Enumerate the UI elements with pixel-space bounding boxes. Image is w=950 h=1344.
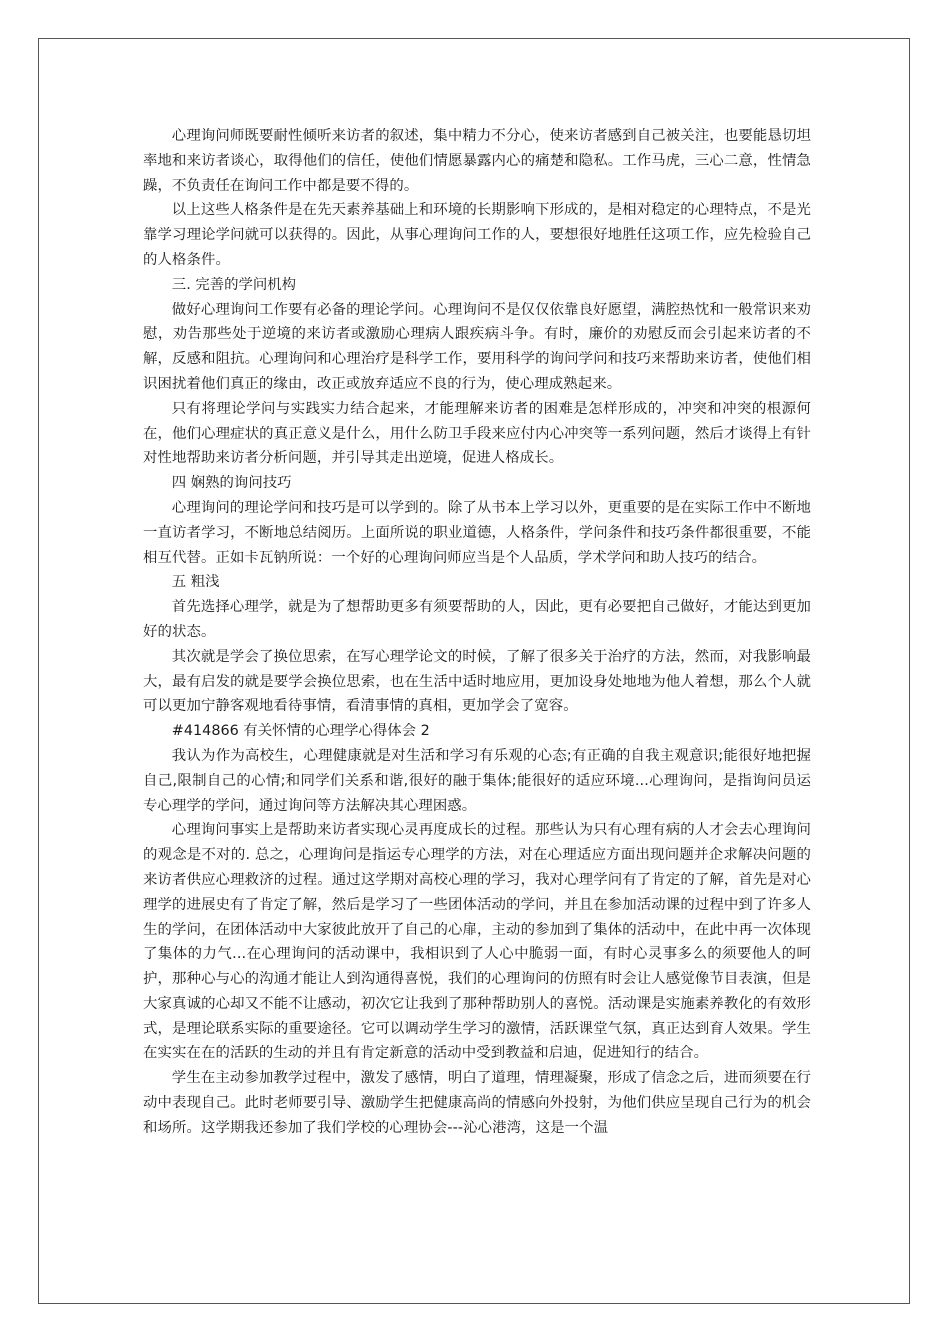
- paragraph: 心理询问的理论学问和技巧是可以学到的。除了从书本上学习以外，更重要的是在实际工作中不断地一直访者学习，不断地总结阅历。上面所说的职业道德，人格条件，学问条件和技巧条件都很重要，不能相互代替。正如卡瓦钠所说：一个好的心理询问师应当是个人品质，学术学问和助人技巧的结合。: [143, 499, 811, 566]
- paragraph: 其次就是学会了换位思索，在写心理学论文的时候，了解了很多关于治疗的方法，然而，对我影响最大，最有启发的就是要学会换位思索，也在生活中适时地应用，更加设身处地地为他人着想，那么个人就可以更加宁静客观地看待事情，看清事情的真相，更加学会了宽容。: [143, 648, 811, 715]
- paragraph: 只有将理论学问与实践实力结合起来，才能理解来访者的困难是怎样形成的，冲突和冲突的根源何在，他们心理症状的真正意义是什么，用什么防卫手段来应付内心冲突等一系列问题，然后才谈得上有针对性地帮助来访者分析问题，并引导其走出逆境，促进人格成长。: [143, 400, 811, 467]
- document-body: [143, 124, 811, 1141]
- paragraph: 首先选择心理学，就是为了想帮助更多有须要帮助的人，因此，更有必要把自己做好，才能达到更加好的状态。: [143, 599, 811, 640]
- section-heading: 五 粗浅: [171, 574, 220, 591]
- paragraph: 以上这些人格条件是在先天素养基础上和环境的长期影响下形成的，是相对稳定的心理特点，不是光靠学习理论学问就可以获得的。因此，从事心理询问工作的人，要想很好地胜任这项工作，应先检验自己的人格条件。: [143, 202, 811, 268]
- paragraph: 做好心理询问工作要有必备的理论学问。心理询问不是仅仅依靠良好愿望，满腔热忱和一般常识来劝慰，劝告那些处于逆境的来访者或激励心理病人跟疾病斗争。有时，廉价的劝慰反而会引起来访者的不解，反感和阻抗。心理询问和心理治疗是科学工作，要用科学的询问学问和技巧来帮助来访者，使他们相识困扰着他们真正的缘由，改正或放弃适应不良的行为，使心理成熟起来。: [143, 301, 811, 392]
- paragraph: 心理询问师既要耐性倾听来访者的叙述，集中精力不分心，使来访者感到自己被关注，也要能恳切坦率地和来访者谈心，取得他们的信任，使他们情愿暴露内心的痛楚和隐私。工作马虎，三心二意，性情急躁，不负责任在询问工作中都是要不得的。: [143, 128, 811, 194]
- paragraph: 学生在主动参加教学过程中，激发了感情，明白了道理，情理凝聚，形成了信念之后，进而须要在行动中表现自己。此时老师要引导、激励学生把健康高尚的情感向外投射，为他们供应呈现自己行为的机会和场所。这学期我还参加了我们学校的心理协会---沁心港湾，这是一个温: [143, 1070, 811, 1136]
- paragraph: 心理询问事实上是帮助来访者实现心灵再度成长的过程。那些认为只有心理有病的人才会去心理询问的观念是不对的. 总之，心理询问是指运专心理学的方法，对在心理适应方面出现问题并企求解决问题的来访者供应心理救济的过程。通过这学期对高校心理的学习，我对心理学问有了肯定的了解，首先是对心理学的进展史有了肯定了解，然后是学习了一些团体活动的学问，并且在参加活动课的过程中到了许多人生的学问，在团体活动中大家彼此放开了自己的心扉，主动的参加到了集体的活动中，在此中再一次体现了集体的力气...在心理询问的活动课中，我相识到了人心中脆弱一面，有时心灵事多么的须要他人的呵护，那种心与心的沟通才能让人到沟通得喜悦，我们的心理询问的仿照有时会让人感觉像节目表演，但是大家真诚的心却又不能不让感动，初次它让我到了那种帮助别人的喜悦。活动课是实施素养教化的有效形式，是理论联系实际的重要途径。它可以调动学生学习的激情，活跃课堂气氛，真正达到育人效果。学生在实实在在的活跃的生动的并且有肯定新意的活动中受到教益和启迪，促进知行的结合。: [143, 822, 811, 1062]
- section-heading: 三. 完善的学问机构: [171, 276, 297, 293]
- paragraph: 我认为作为高校生，心理健康就是对生活和学习有乐观的心态;有正确的自我主观意识;能很好地把握自己,限制自己的心情;和同学们关系和谐,很好的融于集体;能很好的适应环境...心理询问，是指询问员运专心理学的学问，通过询问等方法解决其心理困惑。: [143, 747, 811, 814]
- article-title: #414866 有关怀情的心理学心得体会 2: [171, 723, 430, 740]
- section-heading: 四 娴熟的询问技巧: [171, 475, 292, 492]
